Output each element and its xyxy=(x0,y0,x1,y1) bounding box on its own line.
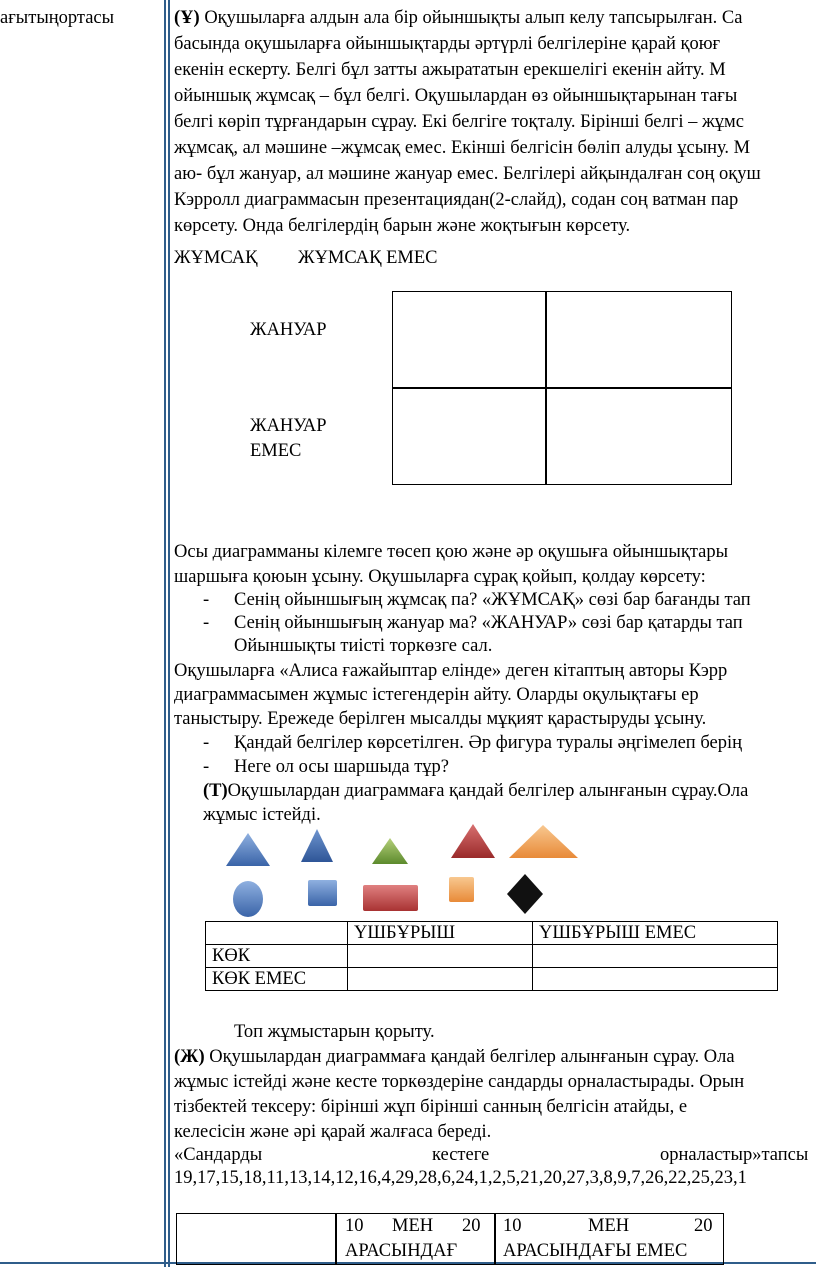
paragraph-3-line-1: Оқушыларға «Алиса ғажайыптар елінде» деген кітаптың авторы Кэрр xyxy=(174,661,728,681)
square-shape xyxy=(308,880,337,906)
paragraph-2-line-1: Осы диаграмманы кілемге төсеп қою және әр оқушыға ойыншықтары xyxy=(174,542,729,562)
table-header-triangle: ҮШБҰРЫШ xyxy=(348,922,533,945)
group-summary-line: Топ жұмыстарын қорыту. xyxy=(234,1022,435,1042)
paragraph-3-line-2: диаграммасымен жұмыс істегендерін айту. Оларды оқулықтағы ер xyxy=(174,685,699,705)
paragraph-line-7: аю- бұл жануар, ал мәшине жануар емес. Белгілері айқындалған соң оқуш xyxy=(174,164,761,184)
number-sequence: 19,17,15,18,11,13,14,12,16,4,29,28,6,24,1,2,5,21,20,27,3,8,9,7,26,22,25,23,1 xyxy=(174,1168,747,1188)
stage-marker-zh: (Ж) xyxy=(174,1047,205,1067)
table-row-blue: КӨК xyxy=(206,945,348,968)
table-cell xyxy=(533,968,778,991)
table-cell xyxy=(348,968,533,991)
shapes-carroll-table xyxy=(205,921,778,991)
paragraph-2-line-2: шаршыға қоюын ұсыну. Оқушыларға сұрақ қойып, қолдау көрсету: xyxy=(174,567,706,587)
zh-task-line-1: (Ж) Оқушылардан диаграммаға қандай белгілер алынғанын сұрау. Ола xyxy=(174,1047,735,1067)
table-row xyxy=(206,945,778,968)
triangle-shape xyxy=(372,838,408,864)
paragraph-line-9: көрсету. Онда белгілердің барын және жоқтығын көрсету. xyxy=(174,216,631,236)
table2-header-2-b: МЕН xyxy=(588,1216,630,1236)
square-shape xyxy=(449,877,474,902)
paragraph-line-1: (Ұ) Оқушыларға алдын ала бір ойыншықты алып келу тапсырылған. Са xyxy=(174,8,743,28)
table-cell xyxy=(206,922,348,945)
t-task-line-1: (Т)Оқушылардан диаграммаға қандай белгілер алынғанын сұрау.Ола xyxy=(203,781,749,801)
numbers-table-vline-2 xyxy=(494,1213,496,1265)
paragraph-line-3: екенін ескерту. Белгі бұл затты ажырататын ерекшелігі екенін айту. М xyxy=(174,60,726,80)
table-row xyxy=(206,968,778,991)
numbers-table-vline-1 xyxy=(335,1213,337,1265)
bullet-dash: - xyxy=(203,613,210,633)
triangle-shape xyxy=(509,825,578,858)
stage-label: ағытыңортасы xyxy=(0,8,115,28)
table2-header-1-c: 20 xyxy=(462,1216,481,1236)
bullet-dash: - xyxy=(203,757,210,777)
task-word-2: кестеге xyxy=(432,1145,490,1165)
bullet-4: Неге ол осы шаршыда тұр? xyxy=(234,757,450,777)
table2-header-1-line2: АРАСЫНДАҒ xyxy=(345,1241,458,1261)
bullet-3: Қандай белгілер көрсетілген. Әр фигура туралы әңгімелеп берің xyxy=(234,733,743,753)
triangle-shape xyxy=(226,833,270,866)
diagram-column-not-soft: ЖҰМСАҚ ЕМЕС xyxy=(298,248,438,268)
table2-header-1-b: МЕН xyxy=(392,1216,434,1236)
paragraph-3-line-3: таныстыру. Ережеде берілген мысалды мұқият қарастыруды ұсыну. xyxy=(174,709,707,729)
zh-task-line-4: келесісін және әрі қарай жалғаса береді. xyxy=(174,1122,492,1142)
table-cell xyxy=(533,945,778,968)
table2-header-2-line2: АРАСЫНДАҒЫ ЕМЕС xyxy=(503,1241,688,1261)
triangle-shape xyxy=(301,829,333,862)
bullet-1: Сенің ойыншығың жұмсақ па? «ЖҰМСАҚ» сөзі бар бағанды тап xyxy=(234,590,751,610)
circle-shape xyxy=(233,881,263,917)
table-row-not-blue: КӨК ЕМЕС xyxy=(206,968,348,991)
table-row xyxy=(206,922,778,945)
paragraph-line-6: жұмсақ, ал мәшине –жұмсақ емес. Екінші белгісін бөліп алуды ұсыну. М xyxy=(174,138,751,158)
zh-task-line-2: жұмыс істейді және кесте торкөздеріне сандарды орналастырады. Орын xyxy=(174,1072,745,1092)
bullet-dash: - xyxy=(203,590,210,610)
bullet-dash: - xyxy=(203,733,210,753)
diamond-shape xyxy=(507,874,543,914)
paragraph-line-4: ойыншық жұмсақ – бұл белгі. Оқушылардан өз ойыншықтарынан тағы xyxy=(174,86,738,106)
paragraph-line-5: белгі көріп тұрғандарын сұрау. Екі белгіге тоқталу. Бірінші белгі – жұмс xyxy=(174,112,744,132)
diagram-column-soft: ЖҰМСАҚ xyxy=(174,248,258,268)
table-header-not-triangle: ҮШБҰРЫШ ЕМЕС xyxy=(533,922,778,945)
table2-header-1-a: 10 xyxy=(345,1216,364,1236)
table2-header-2-a: 10 xyxy=(503,1216,522,1236)
diagram-row-not-animal-1: ЖАНУАР xyxy=(250,416,327,436)
task-word-3: орналастыр»тапсы xyxy=(660,1145,809,1165)
diagram-row-not-animal-2: ЕМЕС xyxy=(250,441,302,461)
t-task-line-2: жұмыс істейді. xyxy=(203,805,321,825)
paragraph-line-2: басында оқушыларға ойыншықтарды әртүрлі белгілеріне қарай қоюғ xyxy=(174,34,721,54)
stage-marker-t: (Т) xyxy=(203,781,228,801)
table2-header-2-c: 20 xyxy=(694,1216,713,1236)
table-cell xyxy=(348,945,533,968)
rectangle-shape xyxy=(363,885,418,911)
bullet-2: Сенің ойыншығың жануар ма? «ЖАНУАР» сөзі бар қатарды тап xyxy=(234,613,743,633)
diagram-row-animal: ЖАНУАР xyxy=(250,320,327,340)
triangle-shape xyxy=(451,824,495,858)
stage-marker-u: (Ұ) xyxy=(174,8,200,28)
paragraph-line-8: Кэрролл диаграммасын презентациядан(2-слайд), содан соң ватман пар xyxy=(174,190,739,210)
zh-task-line-3: тізбектей тексеру: бірінші жұп бірінші санның белгісін атайды, е xyxy=(174,1097,688,1117)
bullet-2-cont: Ойыншықты тиісті торкөзге сал. xyxy=(234,636,493,656)
task-word-1: «Сандарды xyxy=(174,1145,263,1165)
